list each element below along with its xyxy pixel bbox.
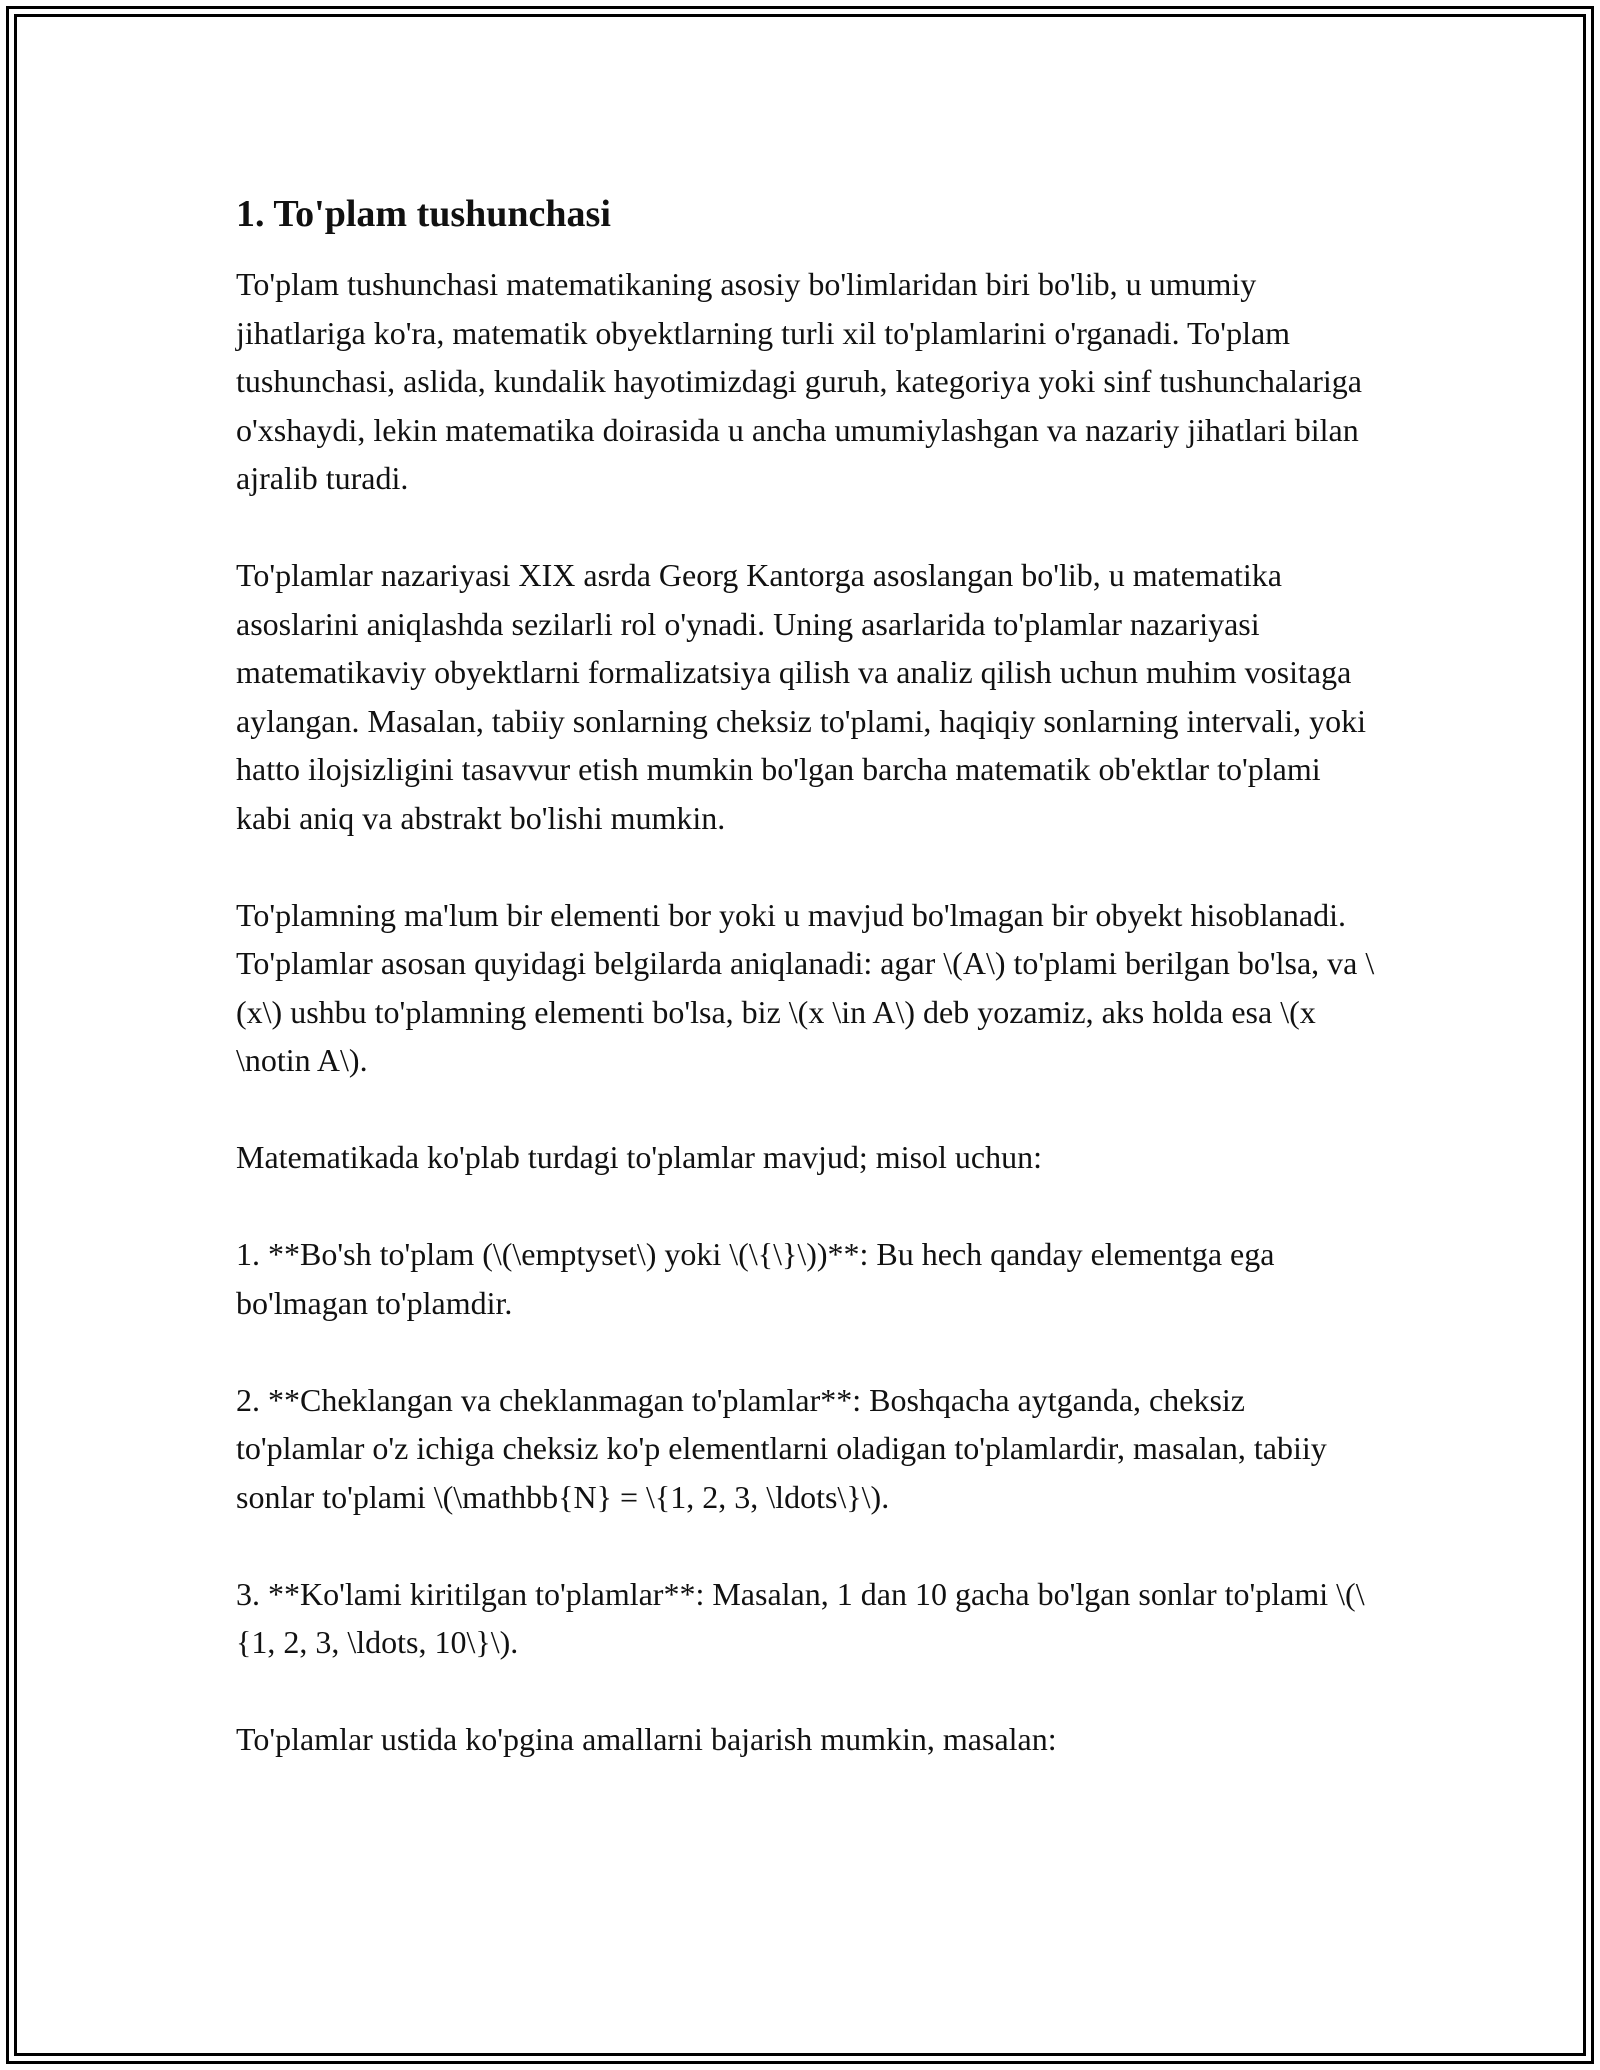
document-body (236, 186, 1376, 1812)
section-heading: 1. To'plam tushunchasi (236, 193, 611, 235)
paragraph-notation: To'plamning ma'lum bir elementi bor yoki u mavjud bo'lmagan bir obyekt hisoblanadi. To'plamlar asosan quyidagi belgilarda aniqlanadi: agar \(A\) to'plami berilgan bo'lsa, va \(x\) ushbu to'plamning elementi bo'lsa, biz \(x \in A\) deb yozamiz, aks holda esa \(x \notin A\). (236, 896, 1375, 1078)
paragraph-operations-intro: To'plamlar ustida ko'pgina amallarni bajarish mumkin, masalan: (236, 1721, 1057, 1757)
list-item-finite-infinite-sets: 2. **Cheklangan va cheklanmagan to'plamlar**: Boshqacha aytganda, cheksiz to'plamlar o'z ichiga cheksiz ko'p elementlarni oladigan to'plamlardir, masalan, tabiiy sonlar to'plami \(\mathbb{N} = \{1, 2, 3, \ldots\}\). (236, 1381, 1327, 1515)
paragraph-history: To'plamlar nazariyasi XIX asrda Georg Kantorga asoslangan bo'lib, u matematika asoslarini aniqlashda sezilarli rol o'ynadi. Uning asarlarida to'plamlar nazariyasi matematikaviy obyektlarni formalizatsiya qilish va analiz qilish uchun muhim vositaga aylangan. Masalan, tabiiy sonlarning cheksiz to'plami, haqiqiy sonlarning intervali, yoki hatto ilojsizligini tasavvur etish mumkin bo'lgan barcha matematik ob'ektlar to'plami kabi aniq va abstrakt bo'lishi mumkin. (236, 557, 1366, 836)
list-item-empty-set: 1. **Bo'sh to'plam (\(\emptyset\) yoki \(\{\}\))**: Bu hech qanday elementga ega bo'lmagan to'plamdir. (236, 1236, 1275, 1321)
list-item-bounded-sets: 3. **Ko'lami kiritilgan to'plamlar**: Masalan, 1 dan 10 gacha bo'lgan sonlar to'plami \(\{1, 2, 3, \ldots, 10\}\). (236, 1575, 1365, 1660)
paragraph-intro: To'plam tushunchasi matematikaning asosiy bo'limlaridan biri bo'lib, u umumiy jihatlariga ko'ra, matematik obyektlarning turli xil to'plamlarini o'rganadi. To'plam tushunchasi, aslida, kundalik hayotimizdagi guruh, kategoriya yoki sinf tushunchalariga o'xshaydi, lekin matematika doirasida u ancha umumiylashgan va nazariy jihatlari bilan ajralib turadi. (236, 266, 1362, 496)
paragraph-types-intro: Matematikada ko'plab turdagi to'plamlar mavjud; misol uchun: (236, 1139, 1043, 1175)
